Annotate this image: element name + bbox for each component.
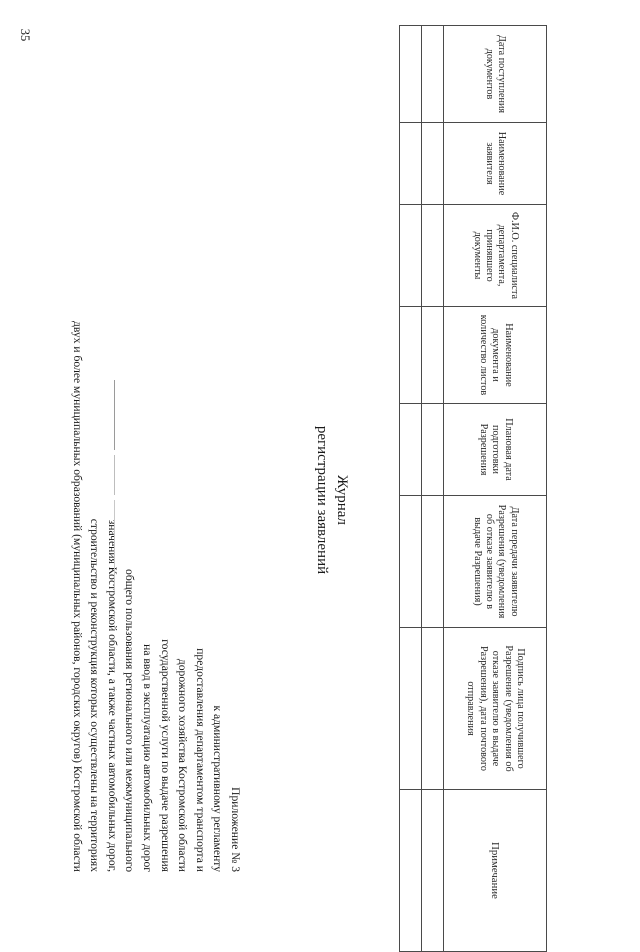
table-cell [422,307,444,404]
table-cell [422,123,444,205]
registration-table [399,25,547,952]
table-cell [422,404,444,496]
column-header: Примечание [444,790,547,952]
journal-title-block [312,300,352,700]
column-header: Дата передачи заявителю Разрешения (уведомления об отказе заявителю в выдаче Разрешения) [444,496,547,628]
table-row [400,26,422,952]
table-cell [400,307,422,404]
annex-line: дорожного хозяйства Костромской области [176,658,190,872]
scan-artifact-line [114,380,115,450]
annex-line: Приложение № 3 [229,787,242,872]
column-header: Подпись лица получившего Разрешение (уведомления об отказе заявителю в выдаче Разрешения), дата почтового отправления [444,628,547,790]
table-cell [422,496,444,628]
column-header: Наименование заявителя [444,123,547,205]
annex-line: двух и более муниципальных образований (муниципальных районов, городских округов) Костромской области [70,320,84,872]
journal-subtitle: регистрации заявлений [314,425,330,575]
column-header: Ф.И.О. специалиста департамента, принявшего документы [444,205,547,307]
table-cell [400,790,422,952]
annex-line: значения Костромской области, а также частных автомобильных дорог, [105,519,119,872]
annex-line: общего пользования регионального или межмуниципального [123,569,137,872]
annex-header [68,160,244,872]
table-cell [400,123,422,205]
table-cell [422,205,444,307]
journal-title: Журнал [334,474,350,525]
table-cell [400,496,422,628]
annex-line: к административному регламенту [211,705,225,872]
scan-artifact-line [114,500,115,590]
table-cell [400,205,422,307]
table-cell [422,26,444,123]
column-header: Наименование документа и количество листов [444,307,547,404]
scan-artifact-line [114,455,115,495]
table-cell [400,26,422,123]
table-cell [400,404,422,496]
table-cell [400,628,422,790]
table-header-row [444,26,547,952]
table-row [422,26,444,952]
table-cell [422,628,444,790]
table-cell [422,790,444,952]
annex-line: строительство и реконструкция которых осуществлены на территориях [88,518,102,872]
annex-line: государственной услуги по выдаче разрешения [158,639,172,872]
annex-line: предоставления департаментом транспорта и [193,648,207,872]
registration-table-wrap [399,25,547,952]
annex-line: на ввод в эксплуатацию автомобильных дорог [141,644,155,872]
page-number: 35 [18,28,32,42]
column-header: Дата поступления документов [444,26,547,123]
column-header: Плановая дата подготовки Разрешения [444,404,547,496]
